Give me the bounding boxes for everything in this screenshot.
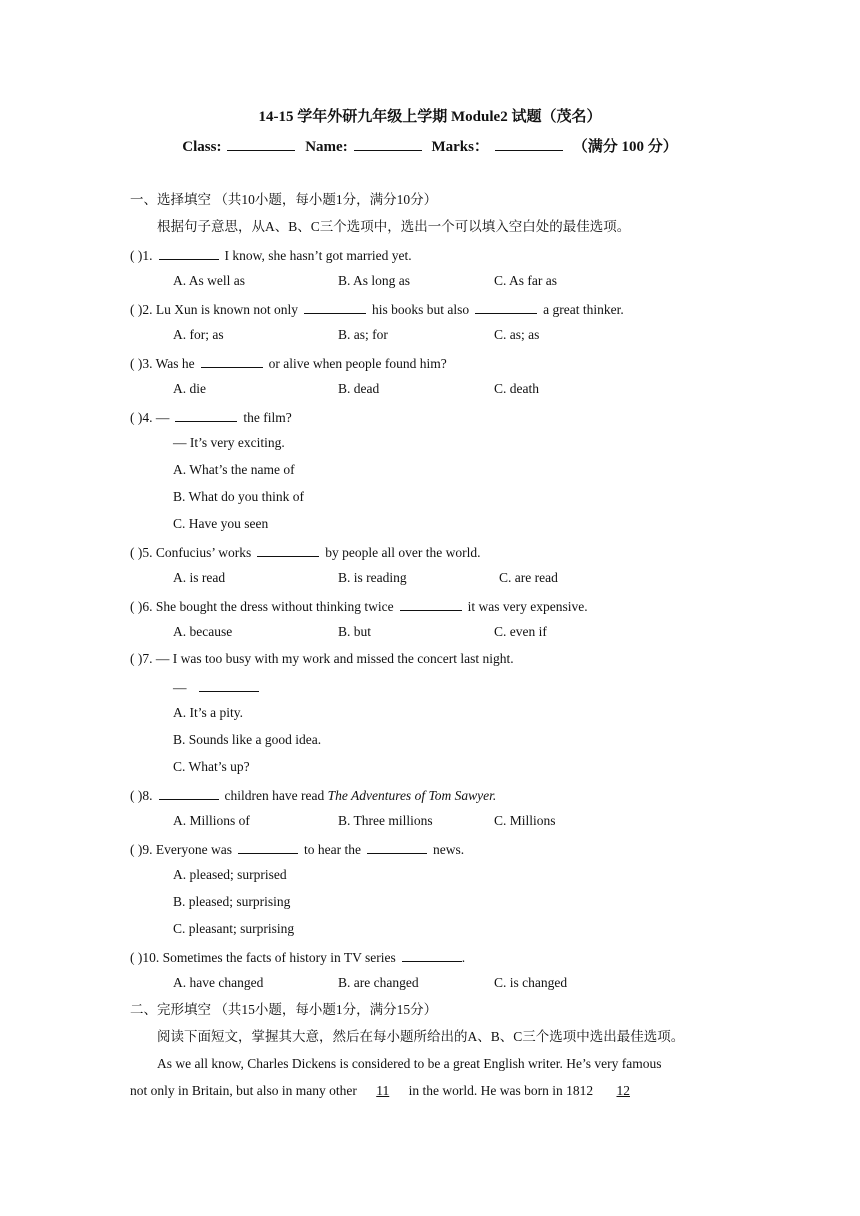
page-title: 14-15 学年外研九年级上学期 Module2 试题（茂名） (258, 109, 602, 125)
question-2: ( )2. Lu Xun is known not only his books but also a great thinker. (130, 299, 624, 319)
cloze-blank-11: 11 (376, 1083, 390, 1098)
student-info-line (0, 136, 860, 156)
blank (199, 677, 259, 692)
blank (159, 785, 219, 800)
question-7: ( )7. — I was too busy with my work and missed the concert last night. (130, 651, 514, 666)
cloze-blank-12: 12 (616, 1083, 630, 1098)
blank (201, 353, 263, 368)
answer-paren: ( ) (130, 410, 143, 425)
question-5: ( )5. Confucius’ works by people all over the world. (130, 542, 480, 562)
answer-paren: ( ) (130, 788, 143, 803)
option-c: C. as; as (494, 327, 540, 342)
answer-paren: ( ) (130, 302, 143, 317)
blank (238, 839, 298, 854)
question-1: ( )1. I know, she hasn’t got married yet. (130, 245, 412, 265)
blank (400, 596, 462, 611)
blank (475, 299, 537, 314)
blank (257, 542, 319, 557)
option-c: C. are read (499, 570, 558, 585)
option-a: A. Millions of (173, 813, 250, 828)
answer-paren: ( ) (130, 356, 143, 371)
marks-label: Marks： (431, 139, 489, 155)
question-6: ( )6. She bought the dress without thinking twice it was very expensive. (130, 596, 588, 616)
answer-paren: ( ) (130, 599, 143, 614)
answer-paren: ( ) (130, 248, 143, 263)
option-a: A. for; as (173, 327, 224, 342)
section2-heading: 二、完形填空 （共15小题，每小题1分，满分15分） (130, 1002, 438, 1017)
option-c: C. As far as (494, 273, 557, 288)
option-a: A. die (173, 381, 206, 396)
option-b: B. as; for (338, 327, 388, 342)
marks-blank (495, 136, 563, 151)
option-a: A. pleased; surprised (173, 867, 287, 882)
option-c: C. even if (494, 624, 547, 639)
option-c: C. What’s up? (173, 759, 250, 774)
option-a: A. is read (173, 570, 226, 585)
question-8: ( )8. children have read The Adventures of Tom Sawyer. (130, 785, 496, 805)
option-a: A. What’s the name of (173, 462, 295, 477)
option-c: C. death (494, 381, 539, 396)
blank (175, 407, 237, 422)
option-b: B. What do you think of (173, 489, 304, 504)
answer-paren: ( ) (130, 842, 143, 857)
answer-paren: ( ) (130, 950, 143, 965)
answer-paren: ( ) (130, 651, 143, 666)
option-a: A. have changed (173, 975, 264, 990)
class-blank (227, 136, 295, 151)
passage-line-1: As we all know, Charles Dickens is considered to be a great English writer. He’s very famous (157, 1056, 662, 1071)
option-c: C. pleasant; surprising (173, 921, 295, 936)
passage-line-2: not only in Britain, but also in many other 11 in the world. He was born in 1812 12 (130, 1083, 630, 1098)
section1-heading: 一、选择填空 （共10小题，每小题1分，满分10分） (130, 192, 438, 207)
option-c: C. Millions (494, 813, 556, 828)
option-b: B. Sounds like a good idea. (173, 732, 322, 747)
section1-instruction: 根据句子意思，从A、B、C三个选项中，选出一个可以填入空白处的最佳选项。 (157, 219, 631, 234)
name-blank (354, 136, 422, 151)
question-10: ( )10. Sometimes the facts of history in TV series . (130, 947, 465, 967)
blank (304, 299, 366, 314)
section2-instruction: 阅读下面短文，掌握其大意，然后在每小题所给出的A、B、C三个选项中选出最佳选项。 (157, 1029, 685, 1044)
option-b: B. but (338, 624, 372, 639)
blank (159, 245, 219, 260)
option-b: B. pleased; surprising (173, 894, 291, 909)
class-label: Class: (182, 139, 222, 155)
question-9: ( )9. Everyone was to hear the news. (130, 839, 464, 859)
book-title: The Adventures of Tom Sawyer. (327, 788, 497, 803)
option-a: A. As well as (173, 273, 245, 288)
option-c: C. is changed (494, 975, 568, 990)
name-label: Name: (305, 139, 348, 155)
option-b: B. is reading (338, 570, 407, 585)
question-4: ( )4. — the film? (130, 407, 292, 427)
option-a: A. because (173, 624, 233, 639)
option-b: B. dead (338, 381, 380, 396)
dialogue-reply: — (173, 677, 265, 697)
answer-paren: ( ) (130, 545, 143, 560)
blank (402, 947, 462, 962)
question-3: ( )3. Was he or alive when people found him? (130, 353, 447, 373)
option-b: B. As long as (338, 273, 411, 288)
blank (367, 839, 427, 854)
dialogue-reply: — It’s very exciting. (173, 435, 285, 450)
option-c: C. Have you seen (173, 516, 269, 531)
full-score: （满分 100 分） (572, 139, 678, 155)
option-b: B. are changed (338, 975, 419, 990)
option-a: A. It’s a pity. (173, 705, 243, 720)
option-b: B. Three millions (338, 813, 433, 828)
